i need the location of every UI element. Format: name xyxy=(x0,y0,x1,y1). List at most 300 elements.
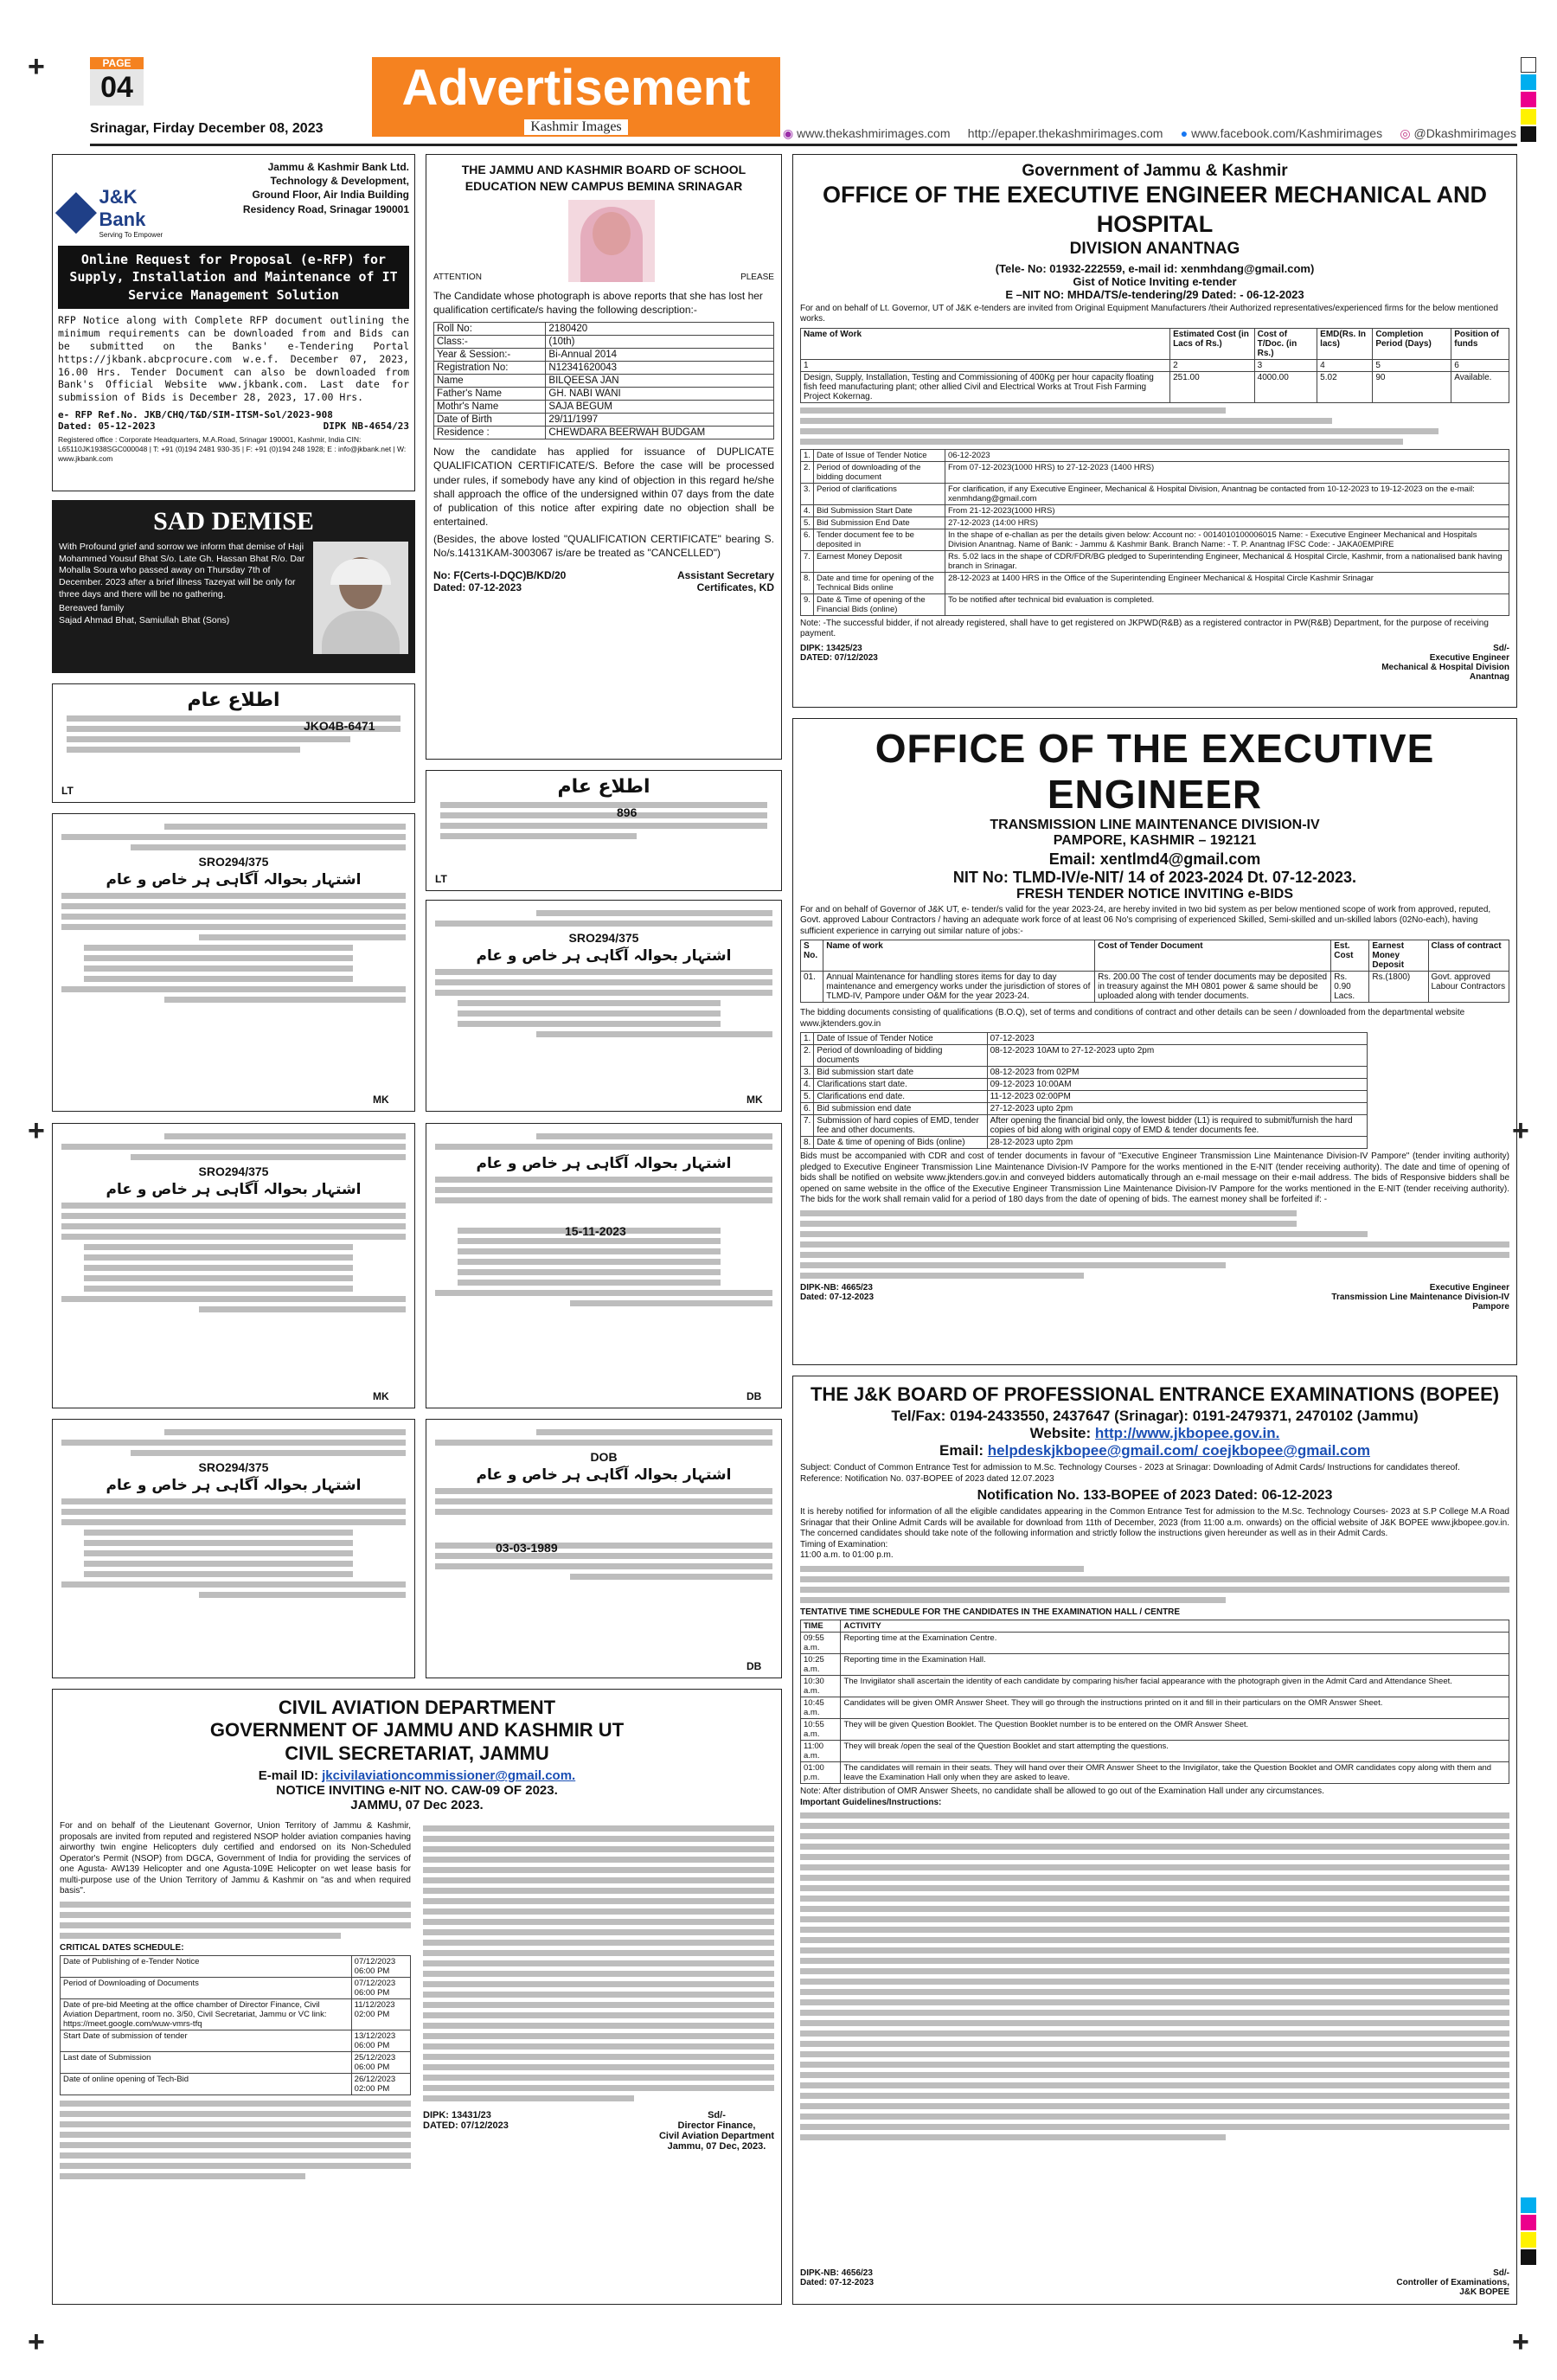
table-header-row xyxy=(801,940,1509,972)
bopee-tel: Tel/Fax: 0194-2433550, 2437647 (Srinagar): 0191-2479371, 2470102 (Jammu) xyxy=(891,1408,1419,1424)
table-cell: In the shape of e-challan as per the details given below: Account no: - 0014010100006015 Name: - Executive Engineer Mechanical and Hospitals Division Anantnag. Name of Bank: - Jammu & Kashmir Bank. Branch Name: - T. P. Anantnag IFSC Code: - JAKA0EMPIRE xyxy=(945,529,1509,550)
table-header-cell: EMD(Rs. In lacs) xyxy=(1317,328,1373,359)
table-cell: 6. xyxy=(801,529,814,550)
table-cell: 01:00 p.m. xyxy=(801,1762,841,1784)
table-cell: 10:30 a.m. xyxy=(801,1676,841,1697)
candidate-detail-row xyxy=(434,427,774,439)
urdu-notice-8 xyxy=(426,1419,782,1678)
schedule-row xyxy=(801,1762,1509,1784)
rfp-body: RFP Notice along with Complete RFP document outlining the minimum requirements can be downloaded from and Bids can be submitted on the Banks' e-Tendering Portal https://jkbank.abcprocure.com w.e.f. December 07, 2023, 16.00 Hrs. Tender Document can also be downloaded from Bank's Official Website www.jkbank.com. Last date for submission of Bids is December 28, 2023, 17.00 Hrs. xyxy=(58,313,409,404)
table-cell: To be notified after technical bid evaluation is completed. xyxy=(945,593,1509,615)
table-cell: Design, Supply, Installation, Testing and Commissioning of 400Kg per hour capacity floating fish feed manufacturing plant; other allied Civil and Electrical Works at Trout Fish Farming Project Kokernag. xyxy=(801,371,1170,402)
table-cell: 4000.00 xyxy=(1254,371,1317,402)
urdu-notice-3 xyxy=(52,813,415,1112)
table-cell: 8. xyxy=(801,1137,814,1149)
eemh-dipk: DIPK: 13425/23 xyxy=(800,643,862,653)
table-cell: 251.00 xyxy=(1170,371,1255,402)
table-cell: After opening the financial bid only, the lowest bidder (L1) is required to submit/furnish the hard copies of bid along with original copy of EMD & tender documents fee. xyxy=(987,1115,1367,1137)
cmyk-strip xyxy=(1521,2197,1536,2265)
instagram-link[interactable]: ◎ @Dkashmirimages xyxy=(1400,126,1516,140)
table-cell: 5.02 xyxy=(1317,371,1373,402)
table-cell: 2180420 xyxy=(546,323,774,336)
table-cell: 29/11/1997 xyxy=(546,414,774,427)
civil-dipk: DIPK: 13431/23 xyxy=(423,2110,491,2121)
bank-footer: Registered office : Corporate Headquarters, M.A.Road, Srinagar 190001, Kashmir, India CIN: L65110JK1938SGC000048 | T: +91 (0)194 2481 930-35 | F: +91 (0)194 248 1928; E : info@jkbank.net | W: www.jkbank.com xyxy=(58,435,407,464)
table-header-cell: Estimated Cost (in Lacs of Rs.) xyxy=(1170,328,1255,359)
table-cell: 5. xyxy=(801,516,814,529)
demise-names: Sajad Ahmad Bhat, Samiullah Bhat (Sons) xyxy=(59,614,230,625)
instagram-icon: ◎ xyxy=(1400,126,1411,140)
eemh-note: Note: -The successful bidder, if not already registered, shall have to get registered on JKPWD(R&B) as a registered contractor in PW(R&B) Department, for the purpose of receiving payment. xyxy=(800,618,1489,638)
table-cell: 1. xyxy=(801,449,814,461)
table-header-cell: Est. Cost xyxy=(1331,940,1369,972)
portrait-photo xyxy=(313,542,408,654)
eetl-title: OFFICE OF THE EXECUTIVE ENGINEER xyxy=(875,726,1435,817)
schedule-row xyxy=(61,2030,411,2052)
civil-dates-table xyxy=(60,1955,411,2095)
bopee-guidelines-title: Important Guidelines/Instructions: xyxy=(800,1797,942,1807)
jkbose-ref: No: F(Certs-I-DQC)B/KD/20 xyxy=(433,568,567,581)
urdu-public-title: اشتہار بحوالہ آگاہی ہر خاص و عام xyxy=(476,1466,732,1484)
table-cell: Period of downloading of bidding documents xyxy=(814,1045,987,1067)
table-cell: For clarification, if any Executive Engineer, Mechanical & Hospital Division, Anantnag be contacted from 10-12-2023 to 19-12-2023 on the e-mail: xenmhdang@gmail.com xyxy=(945,483,1509,504)
table-cell: Date of pre-bid Meeting at the office chamber of Director Finance, Civil Aviation Department, room no. 3/50, Civil Secretariat, Jammu or VC link: https://meet.google.com/wuw-vmrs-tfq xyxy=(61,1999,352,2030)
sro-number: SRO294/375 xyxy=(198,855,269,869)
section-banner xyxy=(372,57,780,137)
work-row xyxy=(801,371,1509,402)
table-cell: They will break /open the seal of the Question Booklet and start attempting the questions. xyxy=(841,1741,1509,1762)
table-cell: Candidates will be given OMR Answer Sheet. They will go through the instructions printed on it and fill in their particulars on the OMR Answer Sheet. xyxy=(841,1697,1509,1719)
bank-logo-icon xyxy=(55,192,97,234)
table-cell: 7. xyxy=(801,1115,814,1137)
table-cell: Last date of Submission xyxy=(61,2052,352,2074)
sro-number: SRO294/375 xyxy=(568,931,639,945)
table-cell: 10:45 a.m. xyxy=(801,1697,841,1719)
table-cell: 13/12/2023 06:00 PM xyxy=(351,2030,410,2052)
eetl-schedule-table xyxy=(800,1032,1368,1149)
epaper-link[interactable]: http://epaper.thekashmirimages.com xyxy=(967,126,1163,140)
table-header-cell: TIME xyxy=(801,1620,841,1633)
schedule-row xyxy=(801,1067,1368,1079)
schedule-row xyxy=(801,572,1509,593)
table-cell: Clarifications start date. xyxy=(814,1079,987,1091)
urdu-sign: DB xyxy=(746,1390,762,1402)
eemh-division: DIVISION ANANTNAG xyxy=(1069,239,1240,258)
civil-title-2: GOVERNMENT OF JAMMU AND KASHMIR UT xyxy=(209,1719,625,1742)
facebook-link[interactable]: ● www.facebook.com/Kashmirimages xyxy=(1180,126,1383,140)
table-cell: From 07-12-2023(1000 HRS) to 27-12-2023 (1400 HRS) xyxy=(945,461,1509,483)
table-cell: CHEWDARA BEERWAH BUDGAM xyxy=(546,427,774,439)
vehicle-reg-number: JKO4B-6471 xyxy=(304,719,375,733)
eetl-intro: For and on behalf of Governor of J&K UT, e- tender/s valid for the year 2023-24, are hereby invited in two bid system as per below mentioned scope of work from approved, reputed, Govt. approved Labour Contractors / having an adequate work force of at least 06 No's comprising of experienced Skilled, Semi-skilled and un-skilled labors (02No-each), having sufficient experience in carrying out similar nature of jobs:- xyxy=(800,904,1491,936)
table-cell: 25/12/2023 06:00 PM xyxy=(351,2052,410,2074)
table-header-cell: Name of Work xyxy=(801,328,1170,359)
table-cell: 27-12-2023 (14:00 HRS) xyxy=(945,516,1509,529)
civil-title-1: CIVIL AVIATION DEPARTMENT xyxy=(278,1697,556,1718)
bank-logo xyxy=(58,160,188,239)
schedule-row xyxy=(61,2074,411,2095)
table-cell: Class:- xyxy=(434,336,546,349)
urdu-public-title: اشتہار بحوالہ آگاہی ہر خاص و عام xyxy=(106,1477,362,1494)
table-cell: Rs. 200.00 The cost of tender documents may be deposited in treasury against the MH 0801 power & same should be uploaded along with tender documents. xyxy=(1095,972,1331,1003)
table-cell: 7. xyxy=(801,550,814,572)
bopee-schedule-table xyxy=(800,1620,1509,1784)
table-cell: Bid Submission Start Date xyxy=(813,504,945,516)
schedule-row xyxy=(801,1137,1368,1149)
table-cell: Start Date of submission of tender xyxy=(61,2030,352,2052)
candidate-photo xyxy=(568,200,655,282)
schedule-row xyxy=(801,1079,1368,1091)
work-row xyxy=(801,359,1509,371)
table-cell: Rs. 5.02 lacs in the shape of CDR/FDR/BG pledged to Superintending Engineer, Mechanical & Hospital Circle, Kashmir, from a nationalised bank having branch in Srinagar. xyxy=(945,550,1509,572)
urdu-public-title: اشتہار بحوالہ آگاہی ہر خاص و عام xyxy=(106,1181,362,1198)
urdu-notice-2 xyxy=(426,770,782,891)
table-header-cell: ACTIVITY xyxy=(841,1620,1509,1633)
table-cell: Registration No: xyxy=(434,362,546,375)
table-cell: Date of Issue of Tender Notice xyxy=(813,449,945,461)
eetl-fresh: FRESH TENDER NOTICE INVITING e-BIDS xyxy=(1016,886,1294,901)
candidate-detail-row xyxy=(434,362,774,375)
table-cell: Bid submission start date xyxy=(814,1067,987,1079)
demise-title: SAD DEMISE xyxy=(153,507,314,536)
eemh-nit: E –NIT NO: MHDA/TS/e-tendering/29 Dated: - 06-12-2023 xyxy=(1005,287,1304,301)
jkbose-sign: Assistant Secretary xyxy=(676,568,774,581)
dob-date: 03-03-1989 xyxy=(496,1541,558,1555)
table-cell: 3. xyxy=(801,1067,814,1079)
table-cell: 10:55 a.m. xyxy=(801,1719,841,1741)
table-header-cell: S No. xyxy=(801,940,823,972)
registration-mark: + xyxy=(28,1114,45,1147)
table-cell: Reporting time in the Examination Hall. xyxy=(841,1654,1509,1676)
sro-number: SRO294/375 xyxy=(198,1460,269,1474)
eetl-body: Bids must be accompanied with CDR and cost of tender documents in favour of "Executive Engineer Transmission Line Maintenance Division-IV Pampore" (tender inviting authority) pledged to Executive Engineer Transmission Line Maintenance Division-IV Pampore for the works mentioned in the E-NIT (tender receiving authority). The date and time of opening of bids shall be notified on website www.jktenders.gov.in and conveyed bidders automatically through an e-mail message on their e-mail address. The bids of Responsive bidders shall be opened on same website in the office of the Executive Engineer Transmission Line Maintenance Division-IV Pampore for the works mentioned in the E-NIT (tender receiving authority). The bids for the work shall remain valid for a period of 180 days from the date of opening of bids. The earnest money shall be forfeited if: - xyxy=(800,1152,1509,1205)
civil-email-label: E-mail ID: xyxy=(258,1768,318,1784)
urdu-sign: MK xyxy=(373,1094,389,1106)
bopee-email-link[interactable]: helpdeskjkbopee@gmail.com/ coejkbopee@gmail.com xyxy=(987,1442,1370,1459)
eemh-gov: Government of Jammu & Kashmir xyxy=(1022,162,1288,180)
table-header-cell: Cost of T/Doc. (in Rs.) xyxy=(1254,328,1317,359)
table-header-cell: Name of work xyxy=(823,940,1095,972)
table-cell: Roll No: xyxy=(434,323,546,336)
table-header-cell: Class of contract xyxy=(1428,940,1509,972)
urdu-notice-7 xyxy=(52,1419,415,1678)
table-cell: 3. xyxy=(801,483,814,504)
table-cell: 06-12-2023 xyxy=(945,449,1509,461)
urdu-notice-1 xyxy=(52,683,415,803)
table-cell: 6 xyxy=(1451,359,1509,371)
table-cell: Date and time for opening of the Technical Bids online xyxy=(813,572,945,593)
dob-label: DOB xyxy=(590,1450,618,1464)
civil-intro: For and on behalf of the Lieutenant Governor, Union Territory of Jammu & Kashmir, proposals are invited from reputed and registered NSOP holder aviation companies having airworthy twin engine Helicopters duly certified and endorsed on its Non-Scheduled Operator's Permit (NSOP) from DGCA, Government of India for providing the services of one Agusta- AW139 Helicopter and one Agusta-109E Helicopter on wet lease basis for multi-purpose use of the Union Territory of Jammu & Kashmir on "as and when required basis". xyxy=(60,1821,411,1896)
table-cell: Mothr's Name xyxy=(434,401,546,414)
eetl-work-table xyxy=(800,940,1509,1003)
eemh-work-table xyxy=(800,328,1509,403)
bank-tagline: Serving To Empower xyxy=(99,231,163,239)
table-cell: 08-12-2023 10AM to 27-12-2023 upto 2pm xyxy=(987,1045,1367,1067)
jkbose-body: Now the candidate has applied for issuance of DUPLICATE QUALIFICATION CERTIFICATE/S. Before the case will be processed under rules, if somebody have any kind of objection in this regard he/she shall approach the office of the undersigned within 07 days from the date of publication of this notice after expiring date no objection shall be entertained. xyxy=(433,446,774,529)
candidate-detail-row xyxy=(434,388,774,401)
table-cell: 11/12/2023 02:00 PM xyxy=(351,1999,410,2030)
schedule-row xyxy=(801,1103,1368,1115)
civil-email-link[interactable]: jkcivilaviationcommissioner@gmail.com. xyxy=(322,1768,576,1784)
table-cell: Reporting time at the Examination Centre. xyxy=(841,1633,1509,1654)
schedule-row xyxy=(801,1719,1509,1741)
urdu-notice-title: اطلاع عام xyxy=(557,776,650,798)
candidate-detail-row xyxy=(434,401,774,414)
bopee-notification: Notification No. 133-BOPEE of 2023 Dated: 06-12-2023 xyxy=(977,1488,1333,1503)
table-cell: 07/12/2023 06:00 PM xyxy=(351,1956,410,1978)
bopee-timing-label: Timing of Examination: xyxy=(800,1539,888,1549)
table-cell: 28-12-2023 at 1400 HRS in the Office of the Superintending Engineer Mechanical & Hospital Circle Kashmir Srinagar xyxy=(945,572,1509,593)
social-links xyxy=(783,126,1516,141)
jkbose-date: Dated: 07-12-2023 xyxy=(433,581,522,593)
bopee-note: Note: After distribution of OMR Answer Sheets, no candidate shall be allowed to go out of the Examination Hall under any circumstances. xyxy=(800,1787,1324,1796)
table-header-row xyxy=(801,328,1509,359)
eetl-note: The bidding documents consisting of qualifications (B.O.Q), set of terms and conditions of contract and other details can be seen / downloaded from the departmental website www.jktenders.gov.in xyxy=(800,1008,1465,1029)
table-cell: 9. xyxy=(801,593,814,615)
bank-address: Jammu & Kashmir Bank Ltd. Technology & Development, Ground Floor, Air India Building Residency Road, Srinagar 190001 xyxy=(242,161,409,215)
table-cell: 09:55 a.m. xyxy=(801,1633,841,1654)
civil-place-date: JAMMU, 07 Dec 2023. xyxy=(350,1798,484,1813)
table-cell: 08-12-2023 from 02PM xyxy=(987,1067,1367,1079)
table-cell: Date & time of opening of Bids (online) xyxy=(814,1137,987,1149)
urdu-public-title: اشتہار بحوالہ آگاہی ہر خاص و عام xyxy=(476,947,732,965)
table-cell: 90 xyxy=(1373,371,1451,402)
sad-demise-ad xyxy=(52,500,415,673)
candidate-detail-row xyxy=(434,414,774,427)
globe-icon: ◉ xyxy=(783,126,794,140)
table-cell: 2. xyxy=(801,461,814,483)
section-title: Advertisement xyxy=(401,60,751,116)
brand-name: Kashmir Images xyxy=(524,119,628,135)
bopee-email-label: Email: xyxy=(939,1442,984,1459)
table-cell: Tender document fee to be deposited in xyxy=(813,529,945,550)
civil-title-3: CIVIL SECRETARIAT, JAMMU xyxy=(285,1742,549,1764)
schedule-row xyxy=(801,516,1509,529)
table-cell: Bid Submission End Date xyxy=(813,516,945,529)
table-cell: (10th) xyxy=(546,336,774,349)
table-cell: Date of online opening of Tech-Bid xyxy=(61,2074,352,2095)
table-cell: 3 xyxy=(1254,359,1317,371)
website-link[interactable]: ◉ www.thekashmirimages.com xyxy=(783,126,951,140)
certificate-number: 896 xyxy=(617,805,638,819)
schedule-row xyxy=(801,1045,1368,1067)
attention-label: ATTENTION xyxy=(433,272,482,282)
table-header-cell: Completion Period (Days) xyxy=(1373,328,1451,359)
cmyk-strip xyxy=(1521,57,1536,142)
bopee-dipk: DIPK-NB: 4656/23 xyxy=(800,2268,873,2278)
eetl-dipk: DIPK-NB: 4665/23 xyxy=(800,1282,873,1293)
schedule-row xyxy=(801,550,1509,572)
table-cell: 1. xyxy=(801,1033,814,1045)
urdu-sign: LT xyxy=(435,873,447,885)
eetl-place: PAMPORE, KASHMIR – 192121 xyxy=(1053,832,1257,848)
table-cell: Period of clarifications xyxy=(813,483,945,504)
eemh-schedule-table xyxy=(800,449,1509,616)
work-row xyxy=(801,972,1509,1003)
table-cell: GH. NABI WANI xyxy=(546,388,774,401)
schedule-row xyxy=(801,529,1509,550)
table-cell: Available. xyxy=(1451,371,1509,402)
schedule-row xyxy=(801,1091,1368,1103)
bopee-date: Dated: 07-12-2023 xyxy=(800,2278,875,2287)
schedule-row xyxy=(801,1741,1509,1762)
urdu-sign: LT xyxy=(61,785,74,797)
table-cell: They will be given Question Booklet. The Question Booklet number is to be entered on the OMR Answer Sheet. xyxy=(841,1719,1509,1741)
urdu-notice-5 xyxy=(52,1123,415,1408)
jkbank-ad xyxy=(52,154,415,491)
eemh-title: OFFICE OF THE EXECUTIVE ENGINEER MECHANICAL AND HOSPITAL xyxy=(822,182,1488,237)
candidate-detail-row xyxy=(434,375,774,388)
candidate-details-table xyxy=(433,322,774,439)
candidate-detail-row xyxy=(434,349,774,362)
eemh-gist: Gist of Notice Inviting e-tender xyxy=(1073,274,1237,288)
jkbose-sign-dept: Certificates, KD xyxy=(696,581,774,593)
eemh-contact: (Tele- No: 01932-222559, e-mail id: xenmhdang@gmail.com) xyxy=(995,261,1315,275)
table-cell: Name xyxy=(434,375,546,388)
eemh-intro: For and on behalf of Lt. Governor, UT of J&K e-tenders are invited from Original Equipment Manufacturers /their Authorized representatives/experienced firms for the below mentioned works. xyxy=(800,303,1498,324)
table-cell: 09-12-2023 10:00AM xyxy=(987,1079,1367,1091)
bopee-body: It is hereby notified for information of all the eligible candidates appearing in the Common Entrance Test for admission to the M.Sc. Technology Courses- 2023 at S.P College M.A Road Srinagar that their Online Admit Cards will be available for download from 11th of December, 2023 (from 11:00 a.m. onwards) on the official website of J&K BOPEE www.jkbopee.gov.in. The concerned candidates should take note of the following information and strictly follow the instructions given hereunder as well as in their Admit Cards. xyxy=(800,1507,1509,1538)
schedule-row xyxy=(801,483,1509,504)
registration-mark: + xyxy=(1512,1114,1529,1147)
candidate-detail-row xyxy=(434,336,774,349)
table-cell: 4. xyxy=(801,1079,814,1091)
registration-mark: + xyxy=(1512,2325,1529,2358)
table-cell: Annual Maintenance for handling stores items for day to day maintenance and emergency works under the jurisdiction of stores of TLMD-IV, Pampore under O&M for the year 2023-24. xyxy=(823,972,1095,1003)
table-header-cell: Position of funds xyxy=(1451,328,1509,359)
rfp-date: Dated: 05-12-2023 xyxy=(58,420,156,433)
table-header-row xyxy=(801,1620,1509,1633)
table-cell: Submission of hard copies of EMD, tender fee and other documents. xyxy=(814,1115,987,1137)
eetl-nit: NIT No: TLMD-IV/e-NIT/ 14 of 2023-2024 Dt. 07-12-2023. xyxy=(952,868,1357,886)
table-cell: Earnest Money Deposit xyxy=(813,550,945,572)
page-number-badge xyxy=(90,57,144,106)
urdu-notice-4 xyxy=(426,900,782,1112)
schedule-row xyxy=(801,504,1509,516)
registration-mark: + xyxy=(28,2325,45,2358)
table-cell: 2. xyxy=(801,1045,814,1067)
schedule-row xyxy=(61,1999,411,2030)
rfp-dipk: DIPK NB-4654/23 xyxy=(323,420,409,433)
table-cell: Date of Publishing of e-Tender Notice xyxy=(61,1956,352,1978)
table-cell: 28-12-2023 upto 2pm xyxy=(987,1137,1367,1149)
registration-mark: + xyxy=(28,50,45,83)
table-header-cell: Earnest Money Deposit xyxy=(1369,940,1428,972)
civil-aviation-notice: CIVIL AVIATION DEPARTMENT GOVERNMENT OF JAMMU AND KASHMIR UT CIVIL SECRETARIAT, JAMMU E-mail ID: jkcivilaviationcommissioner@gmail.com. NOTICE INVITING e-NIT NO. CAW-09 OF 2023. JAMMU, 07 Dec 2023. For and on behalf of the Lieutenant Governor, Union Territory of Jammu & Kashmir, proposals are invited from reputed and registered NSOP holder aviation companies having airworthy twin engine Helicopters duly certified and endorsed on its Non-Scheduled Operator's Permit (NSOP) from DGCA, Government of India for providing the services of one Agusta- AW139 Helicopter and one Agusta-109E Helicopter on wet lease basis for multi-purpose use of the Union Territory of Jammu & Kashmir on "as and when required basis". CRITICAL DATES SCHEDULE: Date of Publishing of e-Tender Notice 07/12/2023 06:00 PM Period of Downloading of Documents 07/12/2023 06:00 PM Date of pre-bid Meeting at the office chamber of Director Finance, Civil Aviation Department, room no. 3/50, Civil Secretariat, Jammu or VC link: https://meet.google.com/wuw-vmrs-tfq 11/12/2023 02:00 PM Start Date of submission of tender 13/12/2023 06:00 PM Last date of Submission 25/12/2023 06:00 PM Date of online opening of Tech-Bid 26/12/2023 02:00 PM DIPK: 13431/23 DATED: 07/12/2023 Sd/- Director Finance, Civil Aviation Department Jammu, 07 Dec, 2023. xyxy=(52,1689,782,2305)
table-cell: Year & Session:- xyxy=(434,349,546,362)
table-cell: Rs.(1800) xyxy=(1369,972,1428,1003)
table-cell: SAJA BEGUM xyxy=(546,401,774,414)
jkbose-intro: The Candidate whose photograph is above reports that she has lost her qualification certificate/s having the following description:- xyxy=(433,289,763,316)
urdu-sign: DB xyxy=(746,1660,762,1672)
table-cell: Rs. 0.90 Lacs. xyxy=(1331,972,1369,1003)
eemh-notice: Government of Jammu & Kashmir OFFICE OF THE EXECUTIVE ENGINEER MECHANICAL AND HOSPITAL DIVISION ANANTNAG (Tele- No: 01932-222559, e-mail id: xenmhdang@gmail.com) Gist of Notice Inviting e-tender E –NIT NO: MHDA/TS/e-tendering/29 Dated: - 06-12-2023 For and on behalf of Lt. Governor, UT of J&K e-tenders are invited from Original Equipment Manufacturers /their Authorized representatives/experienced firms for the below mentioned works. Name of Work Estimated Cost (in Lacs of Rs.) Cost of T/Doc. (in Rs.) EMD(Rs. In lacs) Completion Period (Days) Position of funds 1 2 3 4 5 6 Design, Supply, Installation, Testing and Commissioning of 400Kg per hour capacity floating fish feed manufacturing plant; other allied Civil and Electrical Works at Trout Fish Farming Project Kokernag. 251.00 4000.00 5.02 90 Available. 1. Date of Issue of Tender Notice 06-12-2023 2. Period of downloading of the bidding document From 07-12-2023(1000 HRS) to 27-12-2023 (1400 HRS) 3. Period of clarifications For clarification, if any Executive Engineer, Mechanical & Hospital Division, Anantnag be contacted from 10-12-2023 to 19-12-2023 on the e-mail: xenmhdang@gmail.com 4. Bid Submission Start Date From 21-12-2023(1000 HRS) 5. Bid Submission End Date 27-12-2023 (14:00 HRS) 6. Tender document fee to be deposited in In the shape of e-challan as per the details given below: Account no: - 0014010100006015 Name: - Executive Engineer Mechanical and Hospitals Division Anantnag. Name of Bank: - Jammu & Kashmir Bank. Branch Name: - T. P. Anantnag IFSC Code: - JAKA0EMPIRE 7. Earnest Money Deposit Rs. 5.02 lacs in the shape of CDR/FDR/BG pledged to Superintending Engineer, Mechanical & Hospital Circle, Kashmir, from a nationalised bank having branch in Srinagar. 8. Date and time for opening of the Technical Bids online 28-12-2023 at 1400 HRS in the Office of the Superintending Engineer Mechanical & Hospital Circle Kashmir Srinagar 9. Date & Time of opening of the Financial Bids (online) To be notified after technical bid evaluation is completed. Note: -The successful bidder, if not already registered, shall have to get registered on JKPWD(R&B) as a registered contractor in PW(R&B) Department, for the purpose of receiving payment. DIPK: 13425/23 DATED: 07/12/2023 Sd/- Executive Engineer Mechanical & Hospital Division Anantnag xyxy=(792,154,1517,708)
bopee-reference: Reference: Notification No. 037-BOPEE of 2023 dated 12.07.2023 xyxy=(800,1473,1054,1484)
schedule-row xyxy=(801,1633,1509,1654)
bopee-schedule-title: TENTATIVE TIME SCHEDULE FOR THE CANDIDATES IN THE EXAMINATION HALL / CENTRE xyxy=(800,1607,1181,1617)
schedule-row xyxy=(801,1033,1368,1045)
table-cell: 5. xyxy=(801,1091,814,1103)
table-cell: Period of downloading of the bidding document xyxy=(813,461,945,483)
bopee-website-label: Website: xyxy=(1029,1425,1092,1441)
table-cell: 07/12/2023 06:00 PM xyxy=(351,1978,410,1999)
eemh-date: DATED: 07/12/2023 xyxy=(800,652,878,663)
table-cell: From 21-12-2023(1000 HRS) xyxy=(945,504,1509,516)
table-cell: Date of Issue of Tender Notice xyxy=(814,1033,987,1045)
rfp-ref: e- RFP Ref.No. JKB/CHQ/T&D/SIM-ITSM-Sol/2023-908 xyxy=(58,409,333,421)
table-cell: Clarifications end date. xyxy=(814,1091,987,1103)
urdu-public-title: اشتہار بحوالہ آگاہی ہر خاص و عام xyxy=(476,1155,732,1172)
schedule-row xyxy=(61,1978,411,1999)
civil-schedule-title: CRITICAL DATES SCHEDULE: xyxy=(60,1942,184,1953)
table-cell: 27-12-2023 upto 2pm xyxy=(987,1103,1367,1115)
date-line: Srinagar, Firday December 08, 2023 xyxy=(90,121,324,136)
rfp-heading: Online Request for Proposal (e-RFP) for Supply, Installation and Maintenance of IT Service Management Solution xyxy=(58,246,409,309)
schedule-row xyxy=(801,1676,1509,1697)
schedule-row xyxy=(801,1654,1509,1676)
jkbose-title: THE JAMMU AND KASHMIR BOARD OF SCHOOL EDUCATION NEW CAMPUS BEMINA SRINAGAR xyxy=(461,163,746,193)
table-cell: Period of Downloading of Documents xyxy=(61,1978,352,1999)
page-number: 04 xyxy=(90,69,144,106)
table-cell: The Invigilator shall ascertain the identity of each candidate by comparing his/her facial appearance with the photograph given in the Admit Card and Attendance Sheet. xyxy=(841,1676,1509,1697)
table-cell: Father's Name xyxy=(434,388,546,401)
facebook-icon: ● xyxy=(1180,126,1189,140)
table-cell: 11:00 a.m. xyxy=(801,1741,841,1762)
table-cell: 8. xyxy=(801,572,814,593)
sro-number: SRO294/375 xyxy=(198,1164,269,1178)
notice-date: 15-11-2023 xyxy=(565,1224,626,1238)
bopee-timing: 11:00 a.m. to 01:00 p.m. xyxy=(800,1550,894,1560)
bopee-website-link[interactable]: http://www.jkbopee.gov.in. xyxy=(1094,1425,1280,1441)
schedule-row xyxy=(801,593,1509,615)
schedule-row xyxy=(61,2052,411,2074)
table-cell: 6. xyxy=(801,1103,814,1115)
table-cell: 10:25 a.m. xyxy=(801,1654,841,1676)
jkbose-notice xyxy=(426,154,782,760)
table-cell: 11-12-2023 02:00PM xyxy=(987,1091,1367,1103)
schedule-row xyxy=(801,449,1509,461)
table-cell: 4. xyxy=(801,504,814,516)
bopee-subject: Subject: Conduct of Common Entrance Test for admission to M.Sc. Technology Courses - 2023 at Srinagar: Downloading of Admit Cards/ Instructions for candidates thereof. xyxy=(800,1463,1460,1472)
masthead-rule xyxy=(90,144,1517,146)
table-cell: 07-12-2023 xyxy=(987,1033,1367,1045)
eetl-notice: OFFICE OF THE EXECUTIVE ENGINEER TRANSMISSION LINE MAINTENANCE DIVISION-IV PAMPORE, KASHMIR – 192121 Email: xentlmd4@gmail.com NIT No: TLMD-IV/e-NIT/ 14 of 2023-2024 Dt. 07-12-2023. FRESH TENDER NOTICE INVITING e-BIDS For and on behalf of Governor of J&K UT, e- tender/s valid for the year 2023-24, are hereby invited in two bid system as per below mentioned scope of work from approved, reputed, Govt. approved Labour Contractors / having an adequate work force of at least 06 No's comprising of experienced Skilled, Semi-skilled and un-skilled labors (02No-each), having sufficient experience in carrying out similar nature of jobs:- S No. Name of work Cost of Tender Document Est. Cost Earnest Money Deposit Class of contract 01. Annual Maintenance for handling stores items for day to day maintenance and emergency works under the jurisdiction of stores of TLMD-IV, Pampore under O&M for the year 2023-24. Rs. 200.00 The cost of tender documents may be deposited in treasury against the MH 0801 power & same should be uploaded along with tender documents. Rs. 0.90 Lacs. Rs.(1800) Govt. approved Labour Contractors The bidding documents consisting of qualifications (B.O.Q), set of terms and conditions of contract and other details can be seen / downloaded from the departmental website www.jktenders.gov.in 1. Date of Issue of Tender Notice 07-12-2023 2. Period of downloading of bidding documents 08-12-2023 10AM to 27-12-2023 upto 2pm 3. Bid submission start date 08-12-2023 from 02PM 4. Clarifications start date. 09-12-2023 10:00AM 5. Clarifications end date. 11-12-2023 02:00PM 6. Bid submission end date 27-12-2023 upto 2pm 7. Submission of hard copies of EMD, tender fee and other documents. After opening the financial bid only, the lowest bidder (L1) is required to submit/furnish the hard copies of bid along with original copy of EMD & tender documents fee. 8. Date & time of opening of Bids (online) 28-12-2023 upto 2pm Bids must be accompanied with CDR and cost of tender documents in favour of "Executive Engineer Transmission Line Maintenance Division-IV Pampore" (tender inviting authority) pledged to Executive Engineer Transmission Line Maintenance Division-IV Pampore for the works mentioned in the E-NIT (tender receiving authority). The date and time of opening of bids shall be notified on website www.jktenders.gov.in and conveyed bidders automatically through an e-mail message on their e-mail address. The bids of Responsive bidders shall be opened on same website in the office of the Executive Engineer Transmission Line Maintenance Division-IV Pampore for the works mentioned in the E-NIT (tender receiving authority). The bids for the work shall remain valid for a period of 180 days from the date of opening of bids. The earnest money shall be forfeited if: - DIPK-NB: 4665/23 Dated: 07-12-2023 Executive Engineer Transmission Line Maintenance Division-IV Pampore xyxy=(792,718,1517,1365)
table-cell: 01. xyxy=(801,972,823,1003)
table-cell: N12341620043 xyxy=(546,362,774,375)
table-cell: 2 xyxy=(1170,359,1255,371)
table-cell: 5 xyxy=(1373,359,1451,371)
civil-date: DATED: 07/12/2023 xyxy=(423,2120,509,2132)
table-cell: Residence : xyxy=(434,427,546,439)
candidate-detail-row xyxy=(434,323,774,336)
bopee-title: THE J&K BOARD OF PROFESSIONAL ENTRANCE EXAMINATIONS (BOPEE) xyxy=(810,1383,1500,1405)
eetl-sub: TRANSMISSION LINE MAINTENANCE DIVISION-IV xyxy=(990,817,1320,832)
table-cell: Bid submission end date xyxy=(814,1103,987,1115)
table-cell: Bi-Annual 2014 xyxy=(546,349,774,362)
eetl-date: Dated: 07-12-2023 xyxy=(800,1292,875,1302)
table-cell: 26/12/2023 02:00 PM xyxy=(351,2074,410,2095)
jkbose-note: (Besides, the above losted "QUALIFICATION CERTIFICATE" bearing S. No/s.14131KAM-3003067 is/are be treated as "CANCELLED") xyxy=(433,533,774,560)
schedule-row xyxy=(801,1697,1509,1719)
schedule-row xyxy=(61,1956,411,1978)
table-cell: The candidates will remain in their seats. They will hand over their OMR Answer Sheet to the Invigilator, take the Question Booklet and OMR candidates copy along with them and leave the Examination Hall only when they are asked to leave. xyxy=(841,1762,1509,1784)
bank-logo-text: J&K Bank xyxy=(99,186,146,230)
bopee-notice: THE J&K BOARD OF PROFESSIONAL ENTRANCE EXAMINATIONS (BOPEE) Tel/Fax: 0194-2433550, 2437647 (Srinagar): 0191-2479371, 2470102 (Jammu) Website: http://www.jkbopee.gov.in. Email: helpdeskjkbopee@gmail.com/ coejkbopee@gmail.com Subject: Conduct of Common Entrance Test for admission to M.Sc. Technology Courses - 2023 at Srinagar: Downloading of Admit Cards/ Instructions for candidates thereof. Reference: Notification No. 037-BOPEE of 2023 dated 12.07.2023 Notification No. 133-BOPEE of 2023 Dated: 06-12-2023 It is hereby notified for information of all the eligible candidates appearing in the Common Entrance Test for admission to the M.Sc. Technology Courses- 2023 at S.P College M.A Road Srinagar that their Online Admit Cards will be available for download from 11th of December, 2023 (from 11:00 a.m. onwards) on the official website of J&K BOPEE www.jkbopee.gov.in. The concerned candidates should take note of the following information and strictly follow the instructions given hereunder as well as in their Admit Cards. Timing of Examination: 11:00 a.m. to 01:00 p.m. TENTATIVE TIME SCHEDULE FOR THE CANDIDATES IN THE EXAMINATION HALL / CENTRE TIME ACTIVITY 09:55 a.m. Reporting time at the Examination Centre. 10:25 a.m. Reporting time in the Examination Hall. 10:30 a.m. The Invigilator shall ascertain the identity of each candidate by comparing his/her facial appearance with the photograph given in the Admit Card and Attendance Sheet. 10:45 a.m. Candidates will be given OMR Answer Sheet. They will go through the instructions printed on it and fill in their particulars on the OMR Answer Sheet. 10:55 a.m. They will be given Question Booklet. The Question Booklet number is to be entered on the OMR Answer Sheet. 11:00 a.m. They will break /open the seal of the Question Booklet and start attempting the questions. 01:00 p.m. The candidates will remain in their seats. They will hand over their OMR Answer Sheet to the Invigilator, take the Question Booklet and OMR candidates copy along with them and leave the Examination Hall only when they are asked to leave. Note: After distribution of OMR Answer Sheets, no candidate shall be allowed to go out of the Examination Hall under any circumstances. Important Guidelines/Instructions: DIPK-NB: 4656/23 Dated: 07-12-2023 Sd/- Controller of Examinations, J&K BOPEE xyxy=(792,1376,1517,2305)
table-cell: 4 xyxy=(1317,359,1373,371)
demise-bereaved: Bereaved family xyxy=(59,603,125,614)
eetl-email: Email: xentlmd4@gmail.com xyxy=(1048,850,1261,868)
